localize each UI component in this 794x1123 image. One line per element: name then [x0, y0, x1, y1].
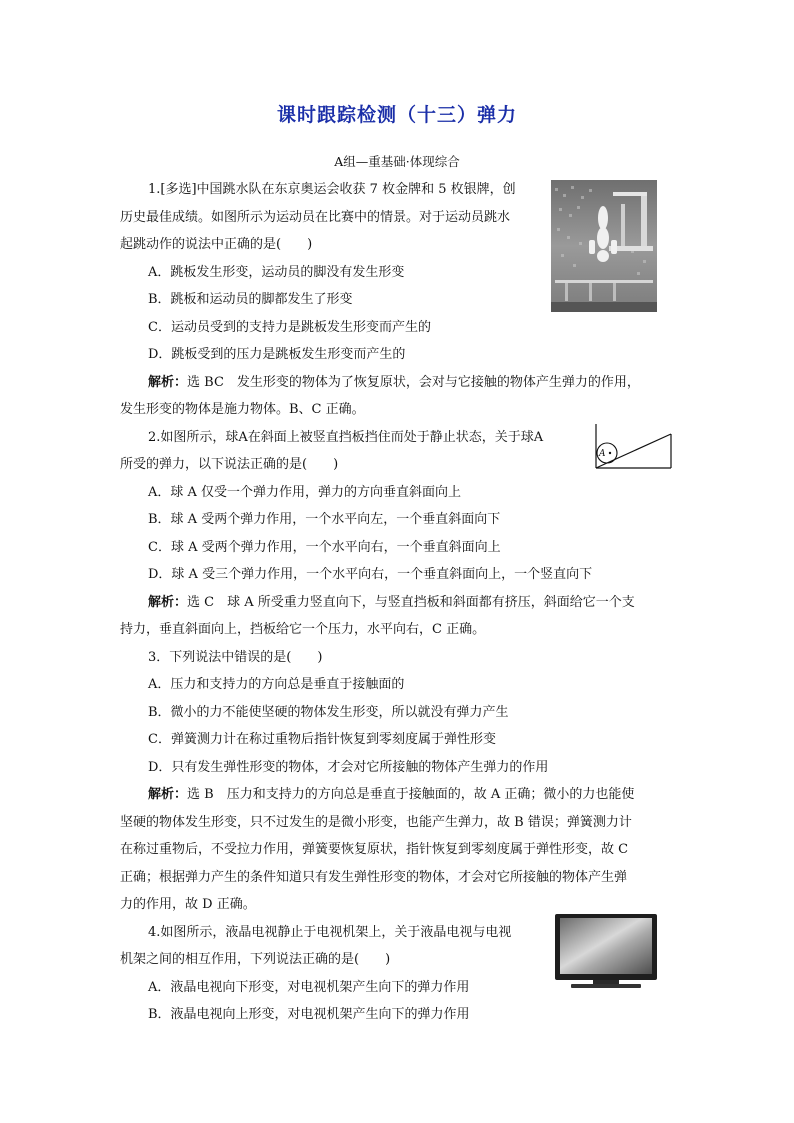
- lcd-tv-figure: [553, 912, 659, 990]
- analysis-label: 解析：: [148, 595, 188, 610]
- incline-ball-diagram: [593, 422, 673, 470]
- q3-option-a: A．压力和支持力的方向总是垂直于接触面的: [148, 677, 405, 692]
- q1-option-d: D．跳板受到的压力是跳板发生形变而产生的: [148, 347, 406, 362]
- section-heading: A组—重基础·体现综合: [334, 154, 460, 169]
- q2-analysis-text: 选 C 球 A 所受重力竖直向下，与竖直挡板和斜面都有挤压，斜面给它一个支: [187, 595, 635, 610]
- q2-analysis-line-2: 持力，垂直斜面向上，挡板给它一个压力，水平向右，C 正确。: [120, 622, 486, 637]
- q3-analysis-line-5: 力的作用，故 D 正确。: [120, 897, 256, 912]
- tv-image: [553, 912, 659, 990]
- q2-option-c: C．球 A 受两个弹力作用，一个水平向右，一个垂直斜面向上: [148, 540, 501, 555]
- q1-analysis-text: 选 BC 发生形变的物体为了恢复原状，会对与它接触的物体产生弹力的作用，: [187, 375, 640, 390]
- q3-analysis-line-2: 坚硬的物体发生形变，只不过发生的是微小形变，也能产生弹力，故 B 错误；弹簧测力计: [120, 815, 632, 830]
- q1-stem-line-1: 1.[多选]中国跳水队在东京奥运会收获 7 枚金牌和 5 枚银牌，创: [148, 182, 516, 197]
- q2-option-d: D．球 A 受三个弹力作用，一个水平向右，一个垂直斜面向上，一个竖直向下: [148, 567, 593, 582]
- q1-option-a: A．跳板发生形变，运动员的脚没有发生形变: [148, 265, 405, 280]
- analysis-label: 解析：: [148, 375, 188, 390]
- q2-option-a: A．球 A 仅受一个弹力作用，弹力的方向垂直斜面向上: [148, 485, 462, 500]
- q1-analysis-line-2: 发生形变的物体是施力物体。B、C 正确。: [120, 402, 365, 417]
- q3-option-b: B．微小的力不能使坚硬的物体发生形变，所以就没有弹力产生: [148, 705, 509, 720]
- q1-option-c: C．运动员受到的支持力是跳板发生形变而产生的: [148, 320, 431, 335]
- q3-stem-line-1: 3．下列说法中错误的是( ): [148, 650, 323, 665]
- page-title: 课时跟踪检测（十三）弹力: [276, 104, 517, 126]
- q3-option-c: C．弹簧测力计在称过重物后指针恢复到零刻度属于弹性形变: [148, 732, 496, 747]
- diving-photo: [551, 180, 657, 312]
- q1-option-b: B．跳板和运动员的脚都发生了形变: [148, 292, 353, 307]
- q3-analysis-line-4: 正确；根据弹力产生的条件知道只有发生弹性形变的物体，才会对它所接触的物体产生弹: [120, 870, 628, 885]
- q3-option-d: D．只有发生弹性形变的物体，才会对它所接触的物体产生弹力的作用: [148, 760, 549, 775]
- analysis-label: 解析：: [148, 787, 188, 802]
- q3-analysis-line-1: [148, 787, 634, 803]
- q1-stem-line-2: 历史最佳成绩。如图所示为运动员在比赛中的情景。对于运动员跳水: [120, 210, 511, 225]
- q2-stem-line-1: 2.如图所示，球A在斜面上被竖直挡板挡住而处于静止状态，关于球A: [148, 430, 544, 445]
- q2-stem-line-2: 所受的弹力，以下说法正确的是( ): [120, 457, 339, 472]
- q3-analysis-line-3: 在称过重物后，不受拉力作用，弹簧要恢复原状，指针恢复到零刻度属于弹性形变，故 C: [120, 842, 629, 857]
- ball-label: A: [599, 449, 606, 459]
- q4-option-b: B．液晶电视向上形变，对电视机架产生向下的弹力作用: [148, 1007, 470, 1022]
- diver-image: [551, 180, 657, 312]
- q1-analysis-line-1: [148, 375, 640, 391]
- incline-figure: [593, 422, 673, 470]
- q4-stem-line-2: 机架之间的相互作用，下列说法正确的是( ): [120, 952, 391, 967]
- q4-stem-line-1: 4.如图所示，液晶电视静止于电视机架上，关于液晶电视与电视: [148, 925, 512, 940]
- q2-option-b: B．球 A 受两个弹力作用，一个水平向左，一个垂直斜面向下: [148, 512, 501, 527]
- q1-stem-line-3: 起跳动作的说法中正确的是( ): [120, 237, 313, 252]
- q2-analysis-line-1: [148, 595, 635, 611]
- q4-option-a: A．液晶电视向下形变，对电视机架产生向下的弹力作用: [148, 980, 470, 995]
- q3-analysis-text: 选 B 压力和支持力的方向总是垂直于接触面的，故 A 正确；微小的力也能使: [187, 787, 635, 802]
